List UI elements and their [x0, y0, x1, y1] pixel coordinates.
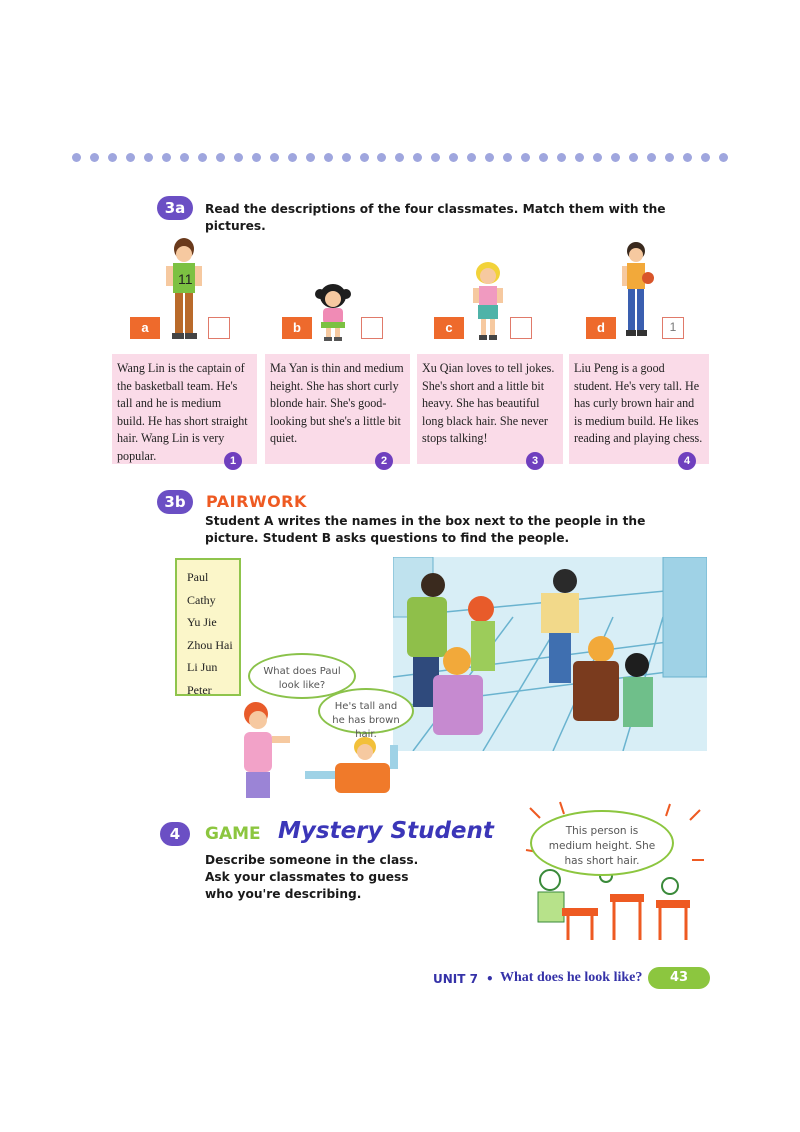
picture-letter-a: a — [130, 317, 160, 339]
svg-text:11: 11 — [178, 271, 193, 287]
answer-box-a[interactable] — [208, 317, 230, 339]
ma-yan-figure — [312, 282, 354, 342]
description-text: Wang Lin is the captain of the basketball team. He's tall and he is medium build. He has short straight hair. Wang Lin is very popular. — [117, 361, 248, 463]
answer-box-b[interactable] — [361, 317, 383, 339]
hallway-scene-illustration — [393, 557, 707, 751]
name-item: Cathy — [187, 592, 216, 607]
description-number-1: 1 — [224, 452, 242, 470]
name-item: Paul — [187, 570, 209, 584]
description-text: Liu Peng is a good student. He's very tall. He has curly brown hair and is medium build. He likes reading and playing chess. — [574, 361, 703, 446]
footer-title: What does he look like? — [500, 970, 643, 985]
footer-separator: • — [486, 972, 494, 986]
description-number-2: 2 — [375, 452, 393, 470]
name-item: Yu Jie — [187, 615, 217, 629]
description-card-2 — [265, 354, 410, 464]
pairwork-heading: PAIRWORK — [206, 492, 307, 511]
description-card-1 — [112, 354, 257, 464]
answer-box-c[interactable] — [510, 317, 532, 339]
section-3a-instruction: Read the descriptions of the four classmates. Match them with the pictures. — [205, 202, 666, 233]
speech-bubble-game — [530, 810, 674, 876]
dotted-divider — [72, 150, 728, 164]
picture-letter-b: b — [282, 317, 312, 339]
section-3a-label: 3a — [157, 196, 193, 220]
wang-lin-figure — [160, 236, 210, 342]
bubble-answer-text: He's tall and he has brown hair. — [332, 701, 400, 740]
game-title: Mystery Student — [278, 818, 494, 844]
section-3b-instruction: Student A writes the names in the box next to the people in the picture. Student B asks questions to find the people. — [205, 514, 646, 545]
picture-letter-d: d — [586, 317, 616, 339]
student-b-figure — [305, 735, 410, 800]
page-number: 43 — [648, 967, 710, 989]
xu-qian-figure — [468, 260, 508, 342]
section-4-instruction: Describe someone in the class. Ask your classmates to guess who you're describing. — [205, 853, 419, 901]
name-item: Peter — [187, 682, 212, 697]
description-number-4: 4 — [678, 452, 696, 470]
names-box — [175, 558, 241, 696]
description-card-4 — [569, 354, 709, 464]
description-text: Ma Yan is thin and medium height. She has short curly blonde hair. She's good-looking but she's a little bit quiet. — [270, 361, 404, 446]
answer-box-d[interactable]: 1 — [662, 317, 684, 339]
picture-letter-c: c — [434, 317, 464, 339]
section-4-label: 4 — [160, 822, 190, 846]
liu-peng-figure — [618, 240, 658, 342]
speech-bubble-answer — [318, 688, 414, 740]
description-number-3: 3 — [526, 452, 544, 470]
description-card-3 — [417, 354, 563, 464]
section-3b-label: 3b — [157, 490, 193, 514]
footer-unit: UNIT 7 — [433, 972, 478, 986]
game-label: GAME — [205, 824, 261, 844]
name-item: Li Jun — [187, 660, 218, 674]
student-a-figure — [228, 700, 298, 800]
description-text: Xu Qian loves to tell jokes. She's short and a little bit heavy. She has beautiful long black hair. She never stops talking! — [422, 361, 555, 446]
name-item: Zhou Hai — [187, 637, 233, 652]
bubble-game-text: This person is medium height. She has short hair. — [548, 825, 656, 867]
bubble-question-text: What does Paul look like? — [263, 666, 341, 691]
